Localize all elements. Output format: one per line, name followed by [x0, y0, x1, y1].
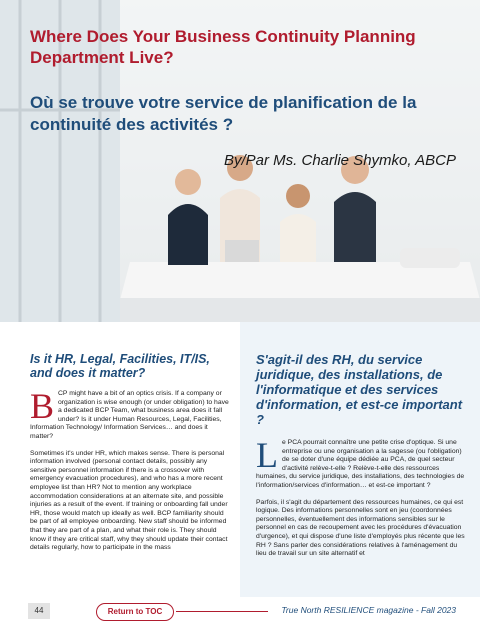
page-footer [0, 600, 480, 625]
page-number: 44 [28, 603, 50, 619]
return-to-toc-button[interactable]: Return to TOC [96, 603, 174, 621]
english-subheading: Is it HR, Legal, Facilities, IT/IS, and does it matter? [30, 352, 210, 380]
french-column [240, 322, 480, 597]
byline: By/Par Ms. Charlie Shymko, ABCP [223, 152, 456, 169]
magazine-credit: True North RESILIENCE magazine - Fall 2023 [281, 605, 456, 615]
french-paragraph-2: Parfois, il s'agit du département des ressources humaines, ce qui est logique. Des informations personnelles sont en jeu (coordonnées personnelles, éventuellement des informations sensibles sur le personnel en cas de recoupement avec les procédures d'évacuation d'urgence), et qui dispose d'une liste d'employés plus récente que les RH ? Sans parler des considérations relatives à l'aménagement du lieu de travail sur un site alternatif et [256, 498, 465, 558]
french-subheading: S'agit-il des RH, du service juridique, des installations, de l'informatique et des services d'information, et est-ce important ? [256, 352, 463, 427]
english-paragraph-2: Sometimes it's under HR, which makes sense. There is personal information involved (personal contact details, possibly any sensitive personnel information if there is a crossover with emergency evacuation procedures), and who has a more recent employee list than HR? Not to mention any workplace accommodation considerations at an alternate site, and possible injuries as a result of the event. If training or onboarding fall under HR, those would match up ideally as well. BCP familiarity should be part of all employee onboarding. New staff should be informed that they are part of a plan, and what their role is. They should know if they are critical staff, why they should update their contact details regularly, how to participate in the mass [30, 449, 228, 552]
english-paragraph-1-text: CP might have a bit of an optics crisis. If a company or organization is wise enough (or under obligation) to have a dedicated BCP Team, what business area does it fall under? Is it under Human Resources, Legal, Facilities, Information Technology/ Information Services… and does it matter? [30, 390, 229, 440]
french-paragraph-1 [256, 435, 466, 491]
english-paragraph-1 [30, 386, 232, 442]
article-title-english: Where Does Your Business Continuity Planning Department Live? [30, 27, 416, 67]
french-paragraph-1-text: e PCA pourrait connaître une petite crise d'optique. Si une entreprise ou une organisation a la sagesse (ou l'obligation) de se doter d'une équipe dédiée au PCA, de quel secteur d'activité relève-t-elle ? Relève-t-elle des ressources humaines, du service juridique, des installations, des technologies de l'information/services d'information… et est-ce important ? [256, 439, 465, 489]
drop-cap-b: B [30, 386, 55, 426]
footer-divider [176, 611, 268, 612]
english-column [30, 352, 232, 561]
article-title-french: Où se trouve votre service de planification de la continuité des activités ? [30, 93, 417, 134]
drop-cap-l: L [256, 435, 278, 475]
